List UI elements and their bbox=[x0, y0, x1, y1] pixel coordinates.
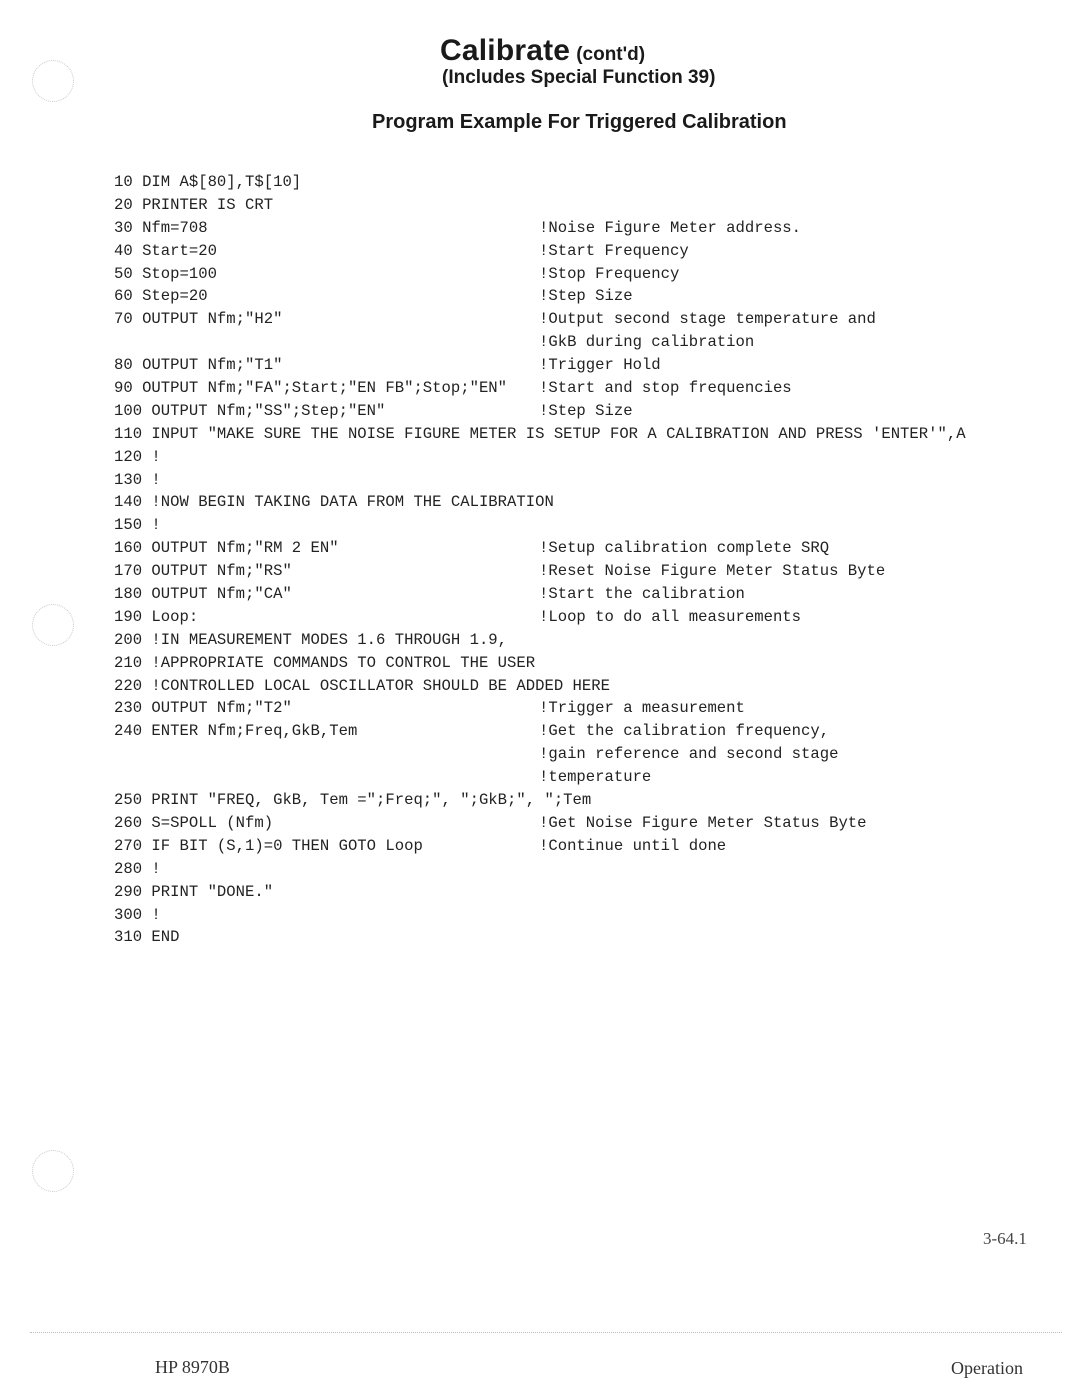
code-comment: !Continue until done bbox=[539, 836, 727, 855]
code-comment: !Reset Noise Figure Meter Status Byte bbox=[539, 562, 886, 581]
code-comment: !temperature bbox=[539, 768, 652, 787]
code-statement: 230 OUTPUT Nfm;"T2" bbox=[114, 699, 292, 718]
code-comment: !Setup calibration complete SRQ bbox=[539, 539, 830, 558]
code-comment: !Output second stage temperature and bbox=[539, 310, 876, 329]
code-statement: 270 IF BIT (S,1)=0 THEN GOTO Loop bbox=[114, 836, 423, 855]
punch-hole bbox=[32, 1150, 74, 1192]
code-statement: 190 Loop: bbox=[114, 607, 199, 626]
code-comment: !Step Size bbox=[539, 287, 633, 306]
code-statement: 40 Start=20 bbox=[114, 241, 217, 260]
title-suffix: (cont'd) bbox=[576, 44, 646, 65]
code-statement: 50 Stop=100 bbox=[114, 264, 217, 283]
title-main: Calibrate bbox=[440, 34, 571, 67]
code-statement: 60 Step=20 bbox=[114, 287, 208, 306]
code-statement: 140 !NOW BEGIN TAKING DATA FROM THE CALIBRATION bbox=[114, 493, 554, 512]
code-comment: !Loop to do all measurements bbox=[539, 607, 802, 626]
code-statement: 80 OUTPUT Nfm;"T1" bbox=[114, 356, 283, 375]
section-heading: Program Example For Triggered Calibration bbox=[372, 111, 787, 133]
code-comment: !Trigger a measurement bbox=[539, 699, 745, 718]
code-comment: !Get the calibration frequency, bbox=[539, 722, 830, 741]
punch-hole bbox=[32, 604, 74, 646]
code-statement: 240 ENTER Nfm;Freq,GkB,Tem bbox=[114, 722, 358, 741]
code-statement: 90 OUTPUT Nfm;"FA";Start;"EN FB";Stop;"EN" bbox=[114, 379, 508, 398]
code-comment: !Start and stop frequencies bbox=[539, 379, 792, 398]
code-statement: 170 OUTPUT Nfm;"RS" bbox=[114, 562, 292, 581]
footer-section: Operation bbox=[951, 1358, 1023, 1378]
code-statement: 130 ! bbox=[114, 470, 161, 489]
code-comment: !Start Frequency bbox=[539, 241, 689, 260]
code-comment: !Trigger Hold bbox=[539, 356, 661, 375]
code-comment: !GkB during calibration bbox=[539, 333, 755, 352]
code-statement: 300 ! bbox=[114, 905, 161, 924]
code-comment: !Stop Frequency bbox=[539, 264, 680, 283]
code-comment: !gain reference and second stage bbox=[539, 745, 839, 764]
code-statement: 310 END bbox=[114, 928, 180, 947]
code-comment: !Noise Figure Meter address. bbox=[539, 218, 802, 237]
page-number: 3-64.1 bbox=[983, 1229, 1027, 1248]
code-statement: 250 PRINT "FREQ, GkB, Tem =";Freq;", ";GkB;", ";Tem bbox=[114, 791, 592, 810]
code-statement: 150 ! bbox=[114, 516, 161, 535]
code-comment: !Get Noise Figure Meter Status Byte bbox=[539, 813, 867, 832]
code-statement: 220 !CONTROLLED LOCAL OSCILLATOR SHOULD BE ADDED HERE bbox=[114, 676, 610, 695]
footer-divider bbox=[30, 1332, 1062, 1333]
code-statement: 100 OUTPUT Nfm;"SS";Step;"EN" bbox=[114, 401, 386, 420]
code-statement: 280 ! bbox=[114, 859, 161, 878]
punch-hole bbox=[32, 60, 74, 102]
page-subtitle: (Includes Special Function 39) bbox=[442, 67, 716, 88]
code-statement: 70 OUTPUT Nfm;"H2" bbox=[114, 310, 283, 329]
footer-model: HP 8970B bbox=[155, 1357, 230, 1377]
code-statement: 120 ! bbox=[114, 447, 161, 466]
code-statement: 10 DIM A$[80],T$[10] bbox=[114, 173, 302, 191]
code-statement: 260 S=SPOLL (Nfm) bbox=[114, 813, 274, 832]
code-comment: !Start the calibration bbox=[539, 585, 745, 604]
code-statement: 210 !APPROPRIATE COMMANDS TO CONTROL THE USER bbox=[114, 653, 536, 672]
code-statement: 290 PRINT "DONE." bbox=[114, 882, 274, 901]
code-statement: 30 Nfm=708 bbox=[114, 218, 208, 237]
code-statement: 160 OUTPUT Nfm;"RM 2 EN" bbox=[114, 539, 339, 558]
code-comment: !Step Size bbox=[539, 401, 633, 420]
code-statement: 110 INPUT "MAKE SURE THE NOISE FIGURE METER IS SETUP FOR A CALIBRATION AND PRESS 'ENTER'",A bbox=[114, 424, 966, 443]
code-statement: 180 OUTPUT Nfm;"CA" bbox=[114, 585, 292, 604]
code-statement: 20 PRINTER IS CRT bbox=[114, 195, 274, 214]
page-title bbox=[440, 34, 645, 68]
code-statement: 200 !IN MEASUREMENT MODES 1.6 THROUGH 1.9, bbox=[114, 630, 508, 649]
